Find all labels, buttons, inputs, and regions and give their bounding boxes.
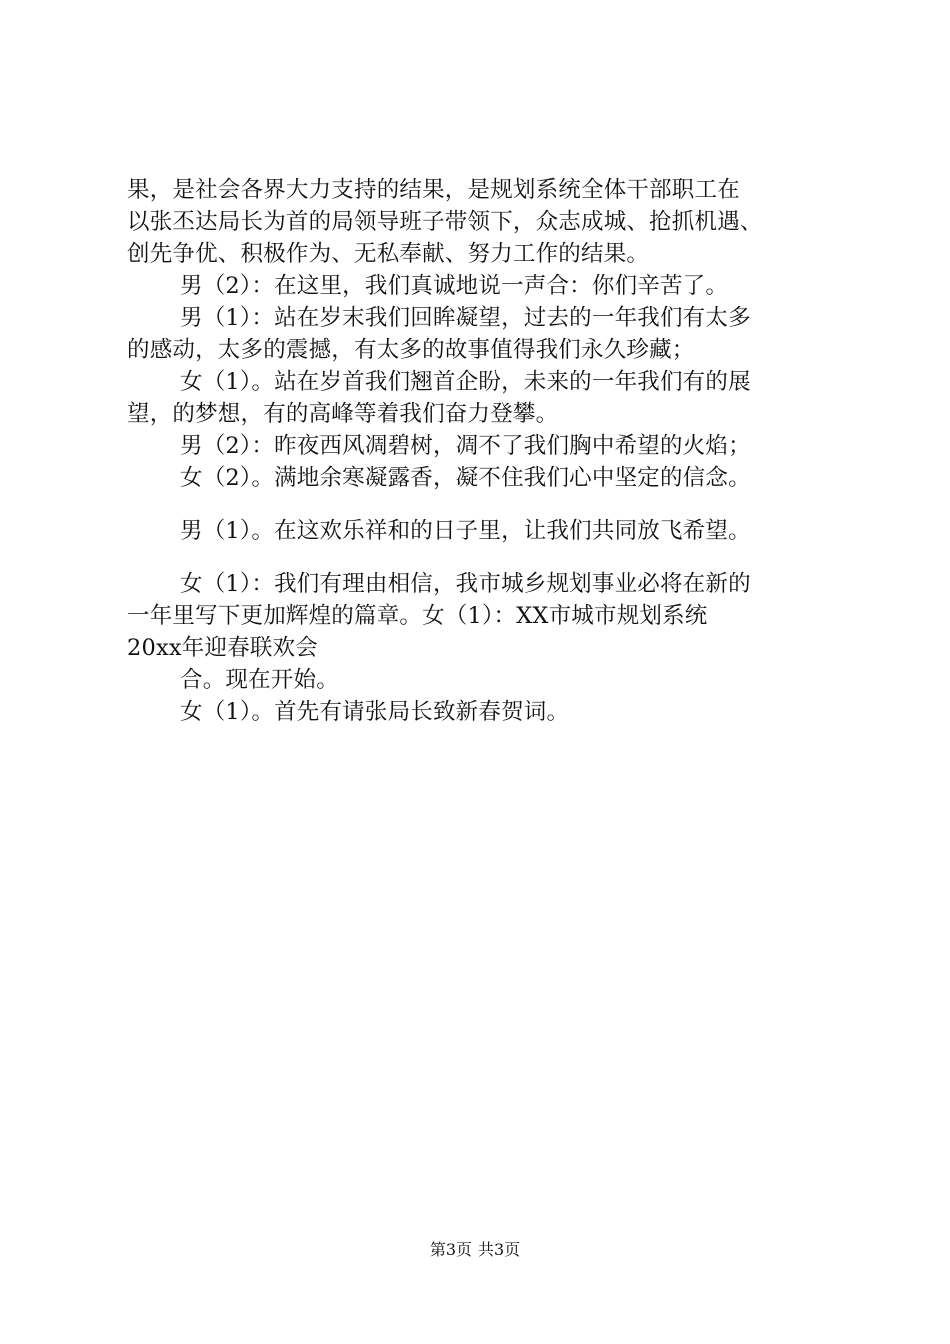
text-line: 男（1）。在这欢乐祥和的日子里，让我们共同放飞希望。 <box>180 518 751 544</box>
text-line: 以张丕达局长为首的局领导班子带领下，众志成城、抢抓机遇、 <box>127 209 763 235</box>
text-line: 女（1）：我们有理由相信，我市城乡规划事业必将在新的 <box>180 571 751 597</box>
text-line: 一年里写下更加辉煌的篇章。女（1）：XX市城市规划系统 <box>127 603 708 629</box>
text-line: 合。现在开始。 <box>180 667 339 693</box>
text-line: 男（2）：在这里，我们真诚地说一声合：你们辛苦了。 <box>180 273 729 299</box>
text-line: 的感动，太多的震撼，有太多的故事值得我们永久珍藏； <box>127 337 695 363</box>
text-line: 果，是社会各界大力支持的结果，是规划系统全体干部职工在 <box>127 177 740 203</box>
page-footer <box>0 1239 950 1261</box>
text-line: 女（1）。站在岁首我们翘首企盼，未来的一年我们有的展 <box>180 369 751 395</box>
text-line: 创先争优、积极作为、无私奉献、努力工作的结果。 <box>127 241 650 267</box>
text-line: 20xx年迎春联欢会 <box>127 635 319 661</box>
text-line: 望，的梦想，有的高峰等着我们奋力登攀。 <box>127 401 559 427</box>
text-line: 男（1）：站在岁末我们回眸凝望，过去的一年我们有太多 <box>180 305 751 331</box>
text-line: 男（2）：昨夜西风凋碧树，凋不了我们胸中希望的火焰； <box>180 433 751 459</box>
text-line: 女（2）。满地余寒凝露香，凝不住我们心中坚定的信念。 <box>180 465 751 491</box>
page-number-total: 共3页 <box>478 1240 521 1259</box>
page-number-current: 第3页 <box>429 1240 472 1259</box>
text-line: 女（1）。首先有请张局长致新春贺词。 <box>180 699 570 725</box>
